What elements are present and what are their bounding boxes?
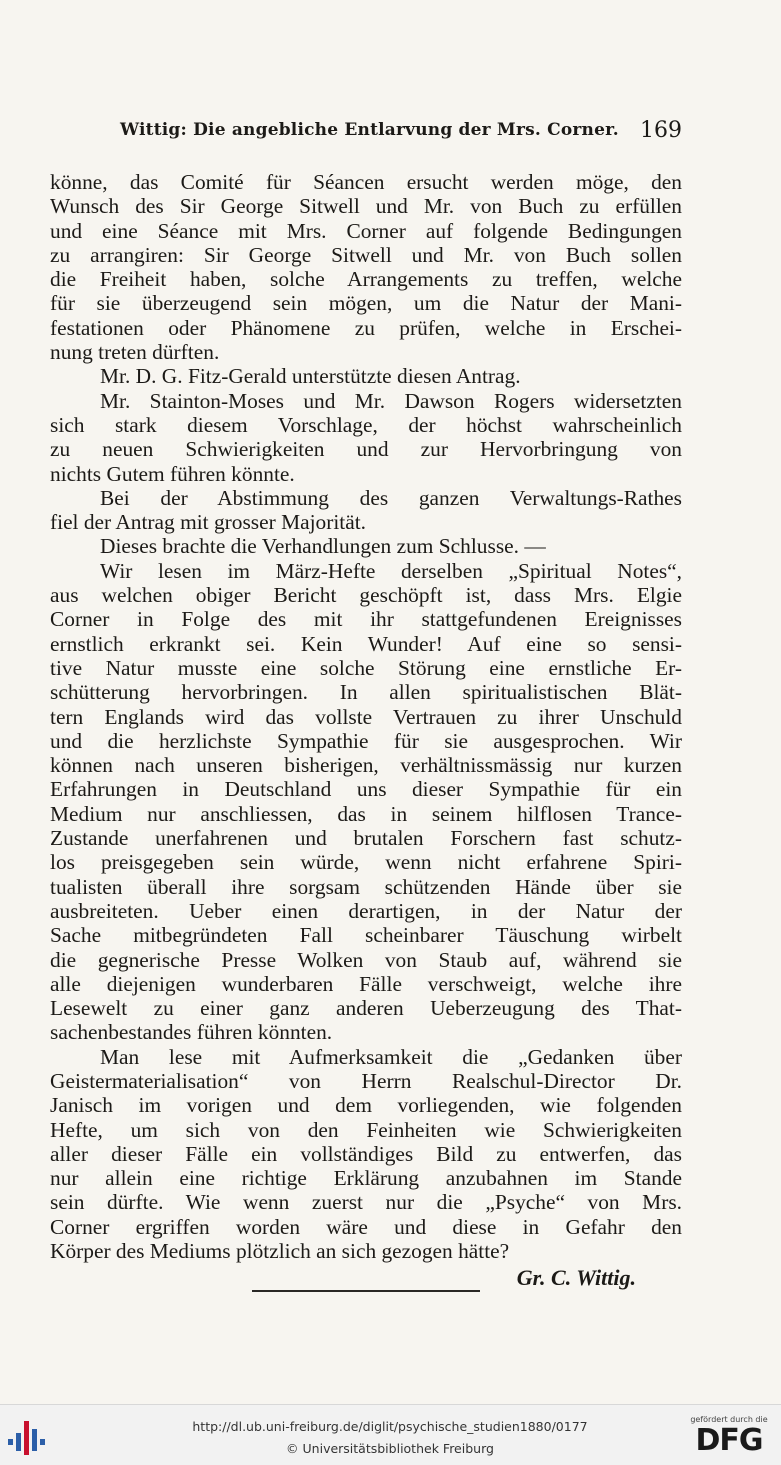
text-line: können nach unseren bisherigen, verhältnissmässig nur kurzen (50, 753, 682, 778)
text-line: nur allein eine richtige Erklärung anzubahnen im Stande (50, 1166, 682, 1191)
author-signature: Gr. C. Wittig. (516, 1265, 636, 1291)
permalink-url[interactable]: http://dl.ub.uni-freiburg.de/diglit/psychische_studien1880/0177 (192, 1419, 588, 1434)
text-line: nichts Gutem führen könnte. (50, 461, 295, 486)
text-line: Janisch im vorigen und dem vorliegenden, wie folgenden (50, 1093, 682, 1118)
text-line: schütterung hervorbringen. In allen spiritualistischen Blät- (50, 680, 682, 705)
text-line: Lesewelt zu einer ganz anderen Ueberzeugung des That- (50, 996, 682, 1021)
text-line: fiel der Antrag mit grosser Majorität. (50, 510, 367, 535)
text-line: aus welchen obiger Bericht geschöpft ist, dass Mrs. Elgie (50, 583, 682, 608)
funder-caption: gefördert durch die (690, 1415, 768, 1424)
dfg-logo-icon: DFG (695, 1423, 763, 1458)
text-line: Mr. D. G. Fitz-Gerald unterstützte diesen Antrag. (100, 364, 521, 389)
text-line: zu neuen Schwierigkeiten und zur Hervorbringung von (50, 437, 682, 462)
body-text (50, 170, 682, 1293)
funder-badge (687, 1415, 771, 1461)
text-line: Mr. Stainton-Moses und Mr. Dawson Rogers widersetzten (100, 388, 682, 413)
text-line: tualisten überall ihre sorgsam schützenden Hände über sie (50, 874, 682, 899)
text-line: sich stark diesem Vorschlage, der höchst wahrscheinlich (50, 412, 682, 437)
text-line: Wunsch des Sir George Sitwell und Mr. von Buch zu erfüllen (50, 194, 682, 219)
copyright-notice: © Universitätsbibliothek Freiburg (286, 1441, 494, 1456)
text-line: ausbreiteten. Ueber einen derartigen, in der Natur der (50, 898, 682, 923)
text-line: Dieses brachte die Verhandlungen zum Schlusse. — (100, 534, 546, 559)
text-line: und die herzlichste Sympathie für sie ausgesprochen. Wir (50, 728, 682, 753)
text-line: Geistermaterialisation“ von Herrn Realschul-Director Dr. (50, 1068, 682, 1093)
library-logo-icon (8, 1419, 52, 1457)
text-line: nung treten dürften. (50, 340, 220, 365)
text-line: tive Natur musste eine solche Störung eine ernstliche Er- (50, 655, 682, 680)
text-line: Körper des Mediums plötzlich an sich gezogen hätte? (50, 1239, 510, 1264)
text-line: alle diejenigen wunderbaren Fälle verschweigt, welche ihre (50, 971, 682, 996)
text-line: Hefte, um sich von den Feinheiten wie Schwierigkeiten (50, 1117, 682, 1142)
text-line: zu arrangiren: Sir George Sitwell und Mr. von Buch sollen (50, 242, 682, 267)
text-line: sein dürfte. Wie wenn zuerst nur die „Psyche“ von Mrs. (50, 1190, 682, 1215)
text-line: festationen oder Phänomene zu prüfen, welche in Erschei- (50, 315, 682, 340)
text-line: ernstlich erkrankt sei. Kein Wunder! Auf eine so sensi- (50, 631, 682, 656)
running-head-title: Wittig: Die angebliche Entlarvung der Mrs. Corner. (120, 120, 619, 140)
text-line: Man lese mit Aufmerksamkeit die „Gedanken über (100, 1044, 682, 1069)
text-line: Wir lesen im März-Hefte derselben „Spiritual Notes“, (100, 558, 682, 583)
text-line: Corner ergriffen worden wäre und diese in Gefahr den (50, 1214, 682, 1239)
text-line: Erfahrungen in Deutschland uns dieser Sympathie für ein (50, 777, 682, 802)
text-line: und eine Séance mit Mrs. Corner auf folgende Bedingungen (50, 218, 682, 243)
text-line: tern Englands wird das vollste Vertrauen zu ihrer Unschuld (50, 704, 682, 729)
text-line: Bei der Abstimmung des ganzen Verwaltungs-Rathes (100, 485, 682, 510)
closing-rule (252, 1290, 480, 1292)
text-line: könne, das Comité für Séancen ersucht werden möge, den (50, 170, 682, 194)
text-line: aller dieser Fälle ein vollständiges Bild zu entwerfen, das (50, 1141, 682, 1166)
running-head (50, 118, 682, 148)
text-line: sachenbestandes führen könnten. (50, 1020, 333, 1045)
text-line: die gegnerische Presse Wolken von Staub auf, während sie (50, 947, 682, 972)
page-number: 169 (640, 118, 682, 143)
text-line: Zustande unerfahrenen und brutalen Forschern fast schutz- (50, 826, 682, 851)
text-line: Sache mitbegründeten Fall scheinbarer Täuschung wirbelt (50, 923, 682, 948)
text-line: Medium nur anschliessen, das in seinem hilflosen Trance- (50, 801, 682, 826)
text-line: los preisgegeben sein würde, wenn nicht erfahrene Spiri- (50, 850, 682, 875)
text-line: für sie überzeugend sein mögen, um die Natur der Mani- (50, 291, 682, 316)
text-line: Corner in Folge des mit ihr stattgefundenen Ereignisses (50, 607, 682, 632)
text-line: die Freiheit haben, solche Arrangements zu treffen, welche (50, 267, 682, 292)
viewer-footer (0, 1404, 781, 1465)
